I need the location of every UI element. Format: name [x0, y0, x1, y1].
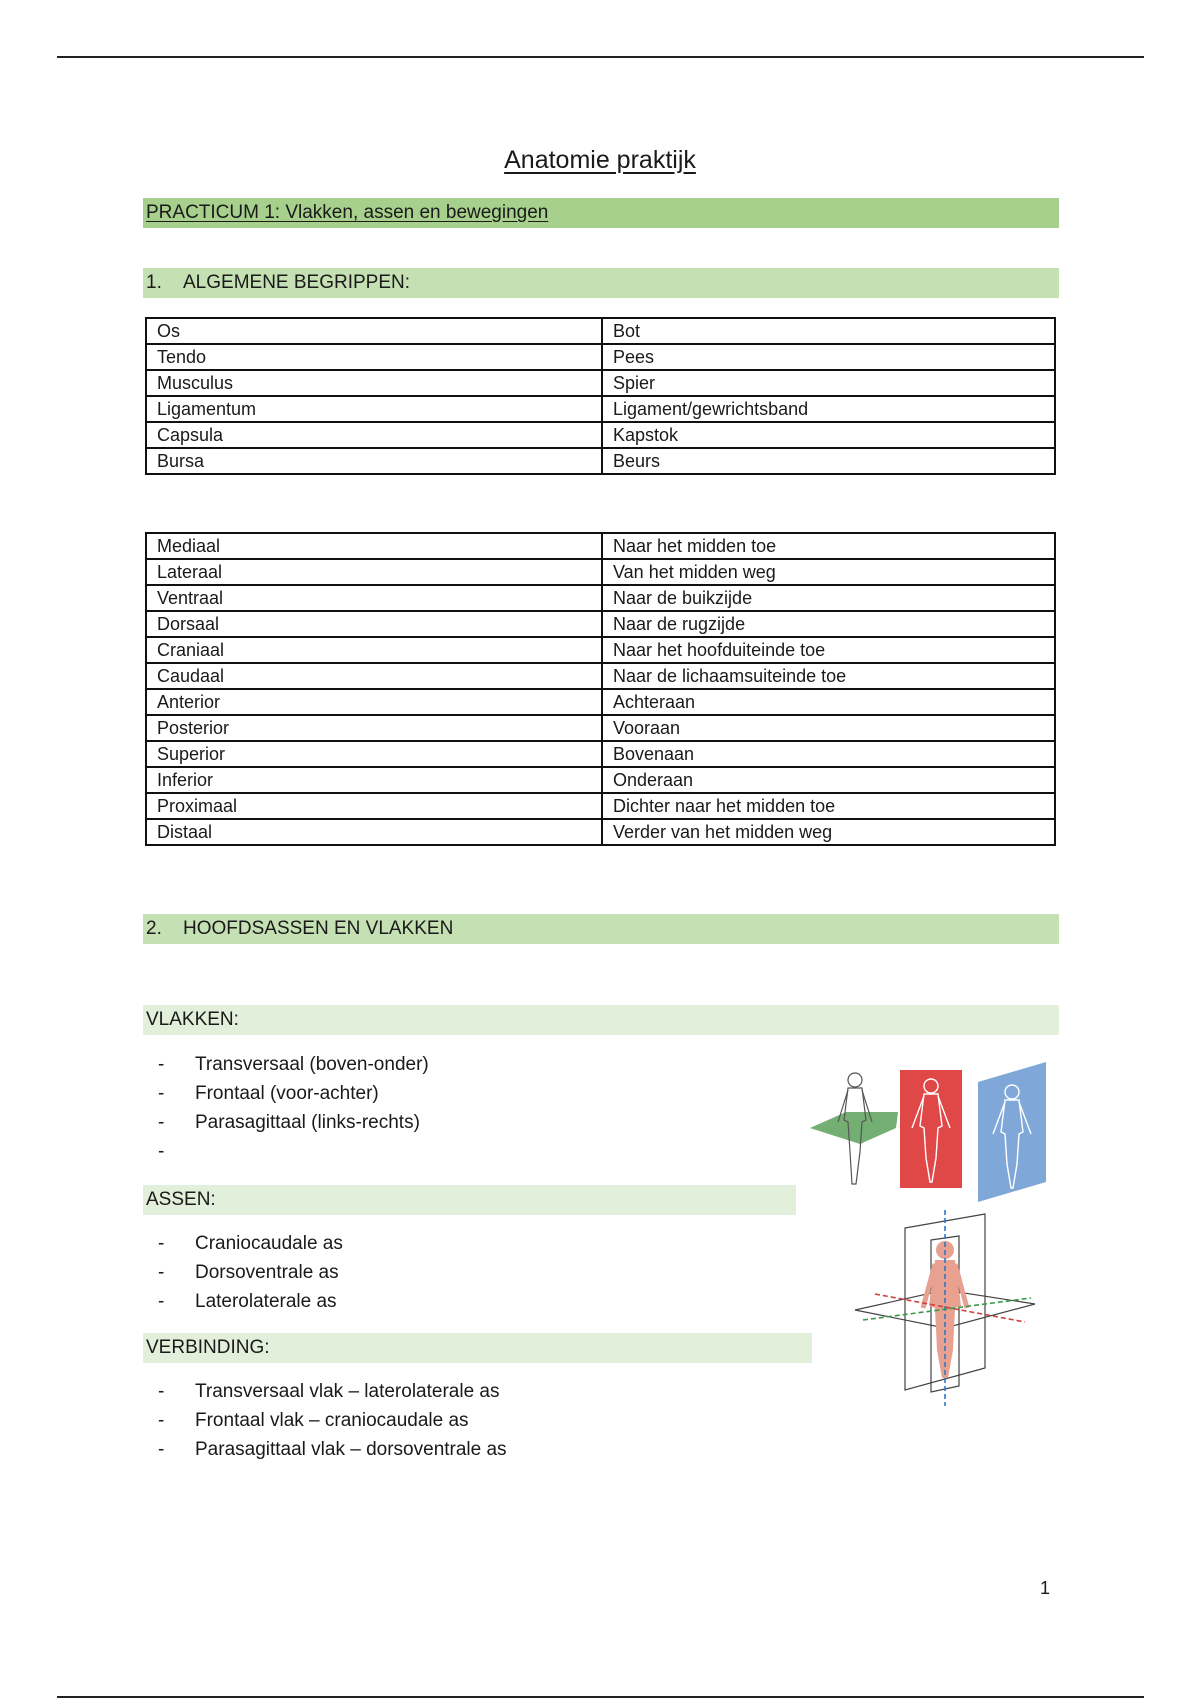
direction-term: Craniaal [146, 637, 602, 663]
bullet-dash: - [158, 1439, 165, 1460]
section-2-title: HOOFDSASSEN EN VLAKKEN [183, 918, 454, 939]
table-row [146, 370, 1055, 396]
direction-meaning: Vooraan [602, 715, 1055, 741]
direction-meaning: Verder van het midden weg [602, 819, 1055, 845]
direction-meaning: Achteraan [602, 689, 1055, 715]
bullet-dash: - [158, 1381, 165, 1402]
section-1-heading [143, 268, 1059, 298]
list-item-text: Transversaal (boven-onder) [195, 1054, 429, 1075]
practicum-banner [143, 198, 1059, 228]
direction-term: Dorsaal [146, 611, 602, 637]
page-number: 1 [1040, 1578, 1051, 1598]
table-row [146, 559, 1055, 585]
page-title: Anatomie praktijk [504, 146, 696, 174]
direction-meaning: Naar de lichaamsuiteinde toe [602, 663, 1055, 689]
assen-list [158, 1229, 343, 1316]
body-axes-illustration [835, 1210, 1055, 1410]
bullet-dash: - [158, 1262, 165, 1283]
dutch-term: Pees [602, 344, 1055, 370]
assen-heading [143, 1185, 796, 1215]
table-row [146, 422, 1055, 448]
table-row [146, 793, 1055, 819]
direction-meaning: Van het midden weg [602, 559, 1055, 585]
section-1-number: 1. [146, 272, 162, 293]
latin-term: Musculus [146, 370, 602, 396]
table-row [146, 715, 1055, 741]
table-row [146, 611, 1055, 637]
list-item [158, 1137, 429, 1166]
terms-table-structures [145, 317, 1056, 475]
latin-term: Tendo [146, 344, 602, 370]
list-item-text: Craniocaudale as [195, 1233, 343, 1254]
direction-term: Caudaal [146, 663, 602, 689]
direction-term: Distaal [146, 819, 602, 845]
dutch-term: Bot [602, 318, 1055, 344]
latin-term: Os [146, 318, 602, 344]
table-row [146, 767, 1055, 793]
table-row [146, 741, 1055, 767]
verbinding-heading [143, 1333, 812, 1363]
table-row [146, 663, 1055, 689]
list-item [158, 1406, 507, 1435]
header-rule [57, 56, 1144, 58]
list-item [158, 1435, 507, 1464]
direction-term: Anterior [146, 689, 602, 715]
direction-meaning: Onderaan [602, 767, 1055, 793]
table-row [146, 396, 1055, 422]
list-item-text: Transversaal vlak – laterolaterale as [195, 1381, 500, 1402]
dutch-term: Ligament/gewrichtsband [602, 396, 1055, 422]
direction-meaning: Naar de rugzijde [602, 611, 1055, 637]
verbinding-heading-text: VERBINDING: [146, 1337, 270, 1358]
direction-term: Inferior [146, 767, 602, 793]
list-item-text: Parasagittaal (links-rechts) [195, 1112, 420, 1133]
verbinding-list [158, 1377, 507, 1464]
bullet-dash: - [158, 1141, 165, 1162]
list-item-text: Frontaal (voor-achter) [195, 1083, 379, 1104]
table-row [146, 448, 1055, 474]
dutch-term: Kapstok [602, 422, 1055, 448]
latin-term: Ligamentum [146, 396, 602, 422]
transverse-plane-figure [810, 1073, 898, 1184]
list-item-text: Laterolaterale as [195, 1291, 337, 1312]
footer-rule [57, 1696, 1144, 1698]
list-item [158, 1377, 507, 1406]
table-row [146, 585, 1055, 611]
table-row [146, 689, 1055, 715]
direction-meaning: Naar het midden toe [602, 533, 1055, 559]
bullet-dash: - [158, 1112, 165, 1133]
bullet-dash: - [158, 1291, 165, 1312]
vlakken-heading-text: VLAKKEN: [146, 1009, 239, 1030]
table-row [146, 819, 1055, 845]
table-row [146, 318, 1055, 344]
table-row [146, 533, 1055, 559]
list-item [158, 1287, 343, 1316]
list-item [158, 1229, 343, 1258]
latin-term: Capsula [146, 422, 602, 448]
latin-term: Bursa [146, 448, 602, 474]
direction-term: Posterior [146, 715, 602, 741]
section-2-number: 2. [146, 918, 162, 939]
practicum-label: PRACTICUM 1: Vlakken, assen en bewegingen [146, 202, 549, 223]
table-row [146, 637, 1055, 663]
assen-heading-text: ASSEN: [146, 1189, 216, 1210]
section-2-heading [143, 914, 1059, 944]
terms-table-directions [145, 532, 1056, 846]
frontal-plane-figure [900, 1070, 962, 1188]
direction-term: Lateraal [146, 559, 602, 585]
section-1-title: ALGEMENE BEGRIPPEN: [183, 272, 411, 293]
vlakken-heading [143, 1005, 1059, 1035]
list-item-text: Frontaal vlak – craniocaudale as [195, 1410, 469, 1431]
body-planes-illustration [808, 1060, 1060, 1210]
table-row [146, 344, 1055, 370]
parasagittal-plane-figure [978, 1062, 1046, 1202]
list-item-text: Dorsoventrale as [195, 1262, 339, 1283]
direction-meaning: Naar de buikzijde [602, 585, 1055, 611]
direction-meaning: Dichter naar het midden toe [602, 793, 1055, 819]
dutch-term: Beurs [602, 448, 1055, 474]
direction-term: Proximaal [146, 793, 602, 819]
direction-meaning: Naar het hoofduiteinde toe [602, 637, 1055, 663]
list-item [158, 1079, 429, 1108]
bullet-dash: - [158, 1083, 165, 1104]
direction-meaning: Bovenaan [602, 741, 1055, 767]
list-item [158, 1108, 429, 1137]
dutch-term: Spier [602, 370, 1055, 396]
bullet-dash: - [158, 1054, 165, 1075]
vlakken-list [158, 1050, 429, 1166]
direction-term: Superior [146, 741, 602, 767]
bullet-dash: - [158, 1233, 165, 1254]
list-item-text: Parasagittaal vlak – dorsoventrale as [195, 1439, 507, 1460]
direction-term: Mediaal [146, 533, 602, 559]
list-item [158, 1050, 429, 1079]
bullet-dash: - [158, 1410, 165, 1431]
direction-term: Ventraal [146, 585, 602, 611]
list-item [158, 1258, 343, 1287]
